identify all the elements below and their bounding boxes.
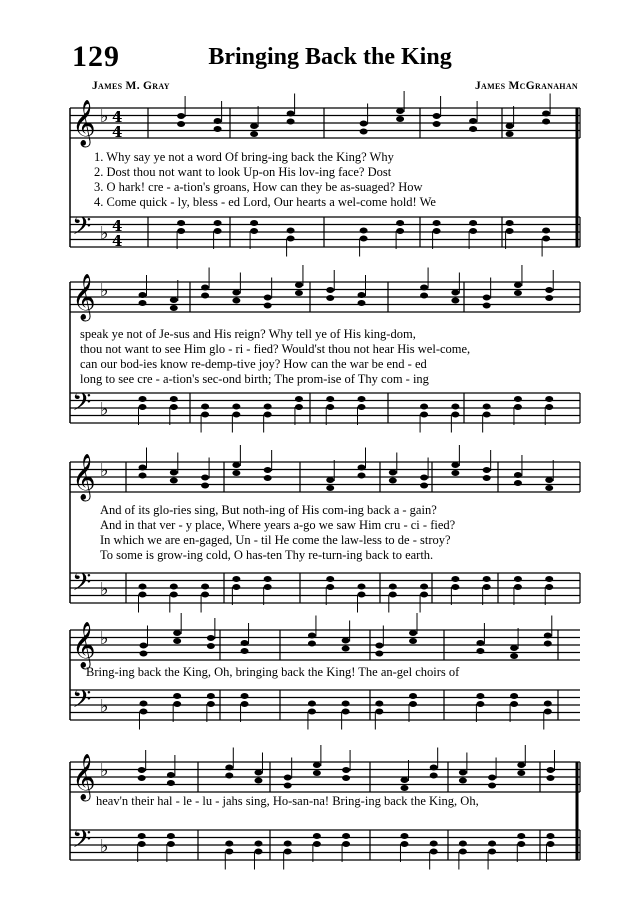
note-head: [295, 404, 303, 410]
note-head: [250, 220, 258, 226]
note-head: [545, 287, 553, 293]
note-head: [545, 576, 553, 582]
note-head: [201, 412, 209, 418]
note-head: [167, 772, 175, 778]
note-head: [510, 701, 518, 707]
note-head: [326, 576, 334, 582]
note-head: [469, 118, 477, 124]
note-head: [483, 404, 491, 410]
verse-1-line-1: 1. Why say ye not a word Of bring-ing back the King? Why: [94, 150, 394, 164]
note-head: [264, 584, 272, 590]
note-head: [420, 475, 428, 481]
note-head: [409, 701, 417, 707]
note-head: [420, 592, 428, 598]
note-head: [326, 584, 334, 590]
note-head: [542, 228, 550, 234]
note-head: [360, 236, 368, 242]
hymn-number: 129: [72, 40, 120, 73]
verse-4-line-2: long to see cre - a-tion's sec-ond birth; The prom-ise of Thy com - ing: [80, 372, 429, 386]
refrain-line-2: heav'n their hal - le - lu - jahs sing, Ho-san-na! Bring-ing back the King, Oh,: [96, 794, 479, 808]
note-head: [451, 404, 459, 410]
verse-4-line-3: To some is grow-ing cold, O has-ten Thy re-turn-ing back to earth.: [100, 548, 434, 562]
note-head: [396, 228, 404, 234]
note-head: [546, 775, 554, 781]
note-head: [483, 303, 491, 309]
note-head: [264, 467, 272, 473]
note-head: [483, 475, 491, 481]
flat-icon: ♭: [100, 223, 109, 244]
note-head: [207, 701, 215, 707]
note-head: [342, 701, 350, 707]
note-head: [138, 833, 146, 839]
note-head: [177, 113, 185, 119]
note-head: [400, 833, 408, 839]
note-head: [430, 773, 438, 779]
note-head: [409, 693, 417, 699]
note-head: [420, 412, 428, 418]
note-head: [173, 630, 181, 636]
note-head: [396, 108, 404, 114]
note-head: [514, 290, 522, 296]
music-staff-system-5: [70, 750, 580, 900]
note-head: [201, 475, 209, 481]
time-signature-bottom: 4: [112, 123, 123, 141]
note-head: [358, 473, 366, 479]
note-head: [254, 778, 262, 784]
note-head: [170, 297, 178, 303]
note-head: [232, 412, 240, 418]
note-head: [510, 645, 518, 651]
note-head: [308, 641, 316, 647]
note-head: [488, 783, 496, 789]
note-head: [139, 465, 147, 471]
note-head: [254, 841, 262, 847]
note-head: [451, 290, 459, 296]
time-signature-top: 4: [112, 217, 123, 235]
note-head: [420, 584, 428, 590]
note-head: [254, 770, 262, 776]
note-head: [433, 121, 441, 127]
note-head: [360, 121, 368, 127]
note-head: [510, 653, 518, 659]
note-head: [544, 709, 552, 715]
note-head: [170, 305, 178, 311]
note-head: [488, 849, 496, 855]
note-head: [232, 462, 240, 468]
note-head: [139, 404, 147, 410]
note-head: [358, 465, 366, 471]
flat-icon: ♭: [100, 628, 109, 649]
note-head: [173, 638, 181, 644]
note-head: [225, 765, 233, 771]
note-head: [451, 298, 459, 304]
music-staff-system-4: [70, 618, 580, 748]
note-head: [430, 841, 438, 847]
note-head: [545, 404, 553, 410]
note-head: [232, 290, 240, 296]
note-head: [358, 584, 366, 590]
note-head: [326, 295, 334, 301]
note-head: [139, 592, 147, 598]
treble-clef-icon: 𝄞: [72, 100, 96, 146]
note-head: [177, 228, 185, 234]
note-head: [326, 477, 334, 483]
treble-clef-icon: 𝄞: [72, 622, 96, 668]
note-head: [207, 643, 215, 649]
note-head: [308, 709, 316, 715]
note-head: [264, 475, 272, 481]
note-head: [514, 584, 522, 590]
note-head: [225, 773, 233, 779]
note-head: [295, 396, 303, 402]
note-head: [177, 220, 185, 226]
note-head: [396, 220, 404, 226]
note-head: [483, 295, 491, 301]
note-head: [287, 236, 295, 242]
words-credit: James M. Gray: [92, 80, 170, 92]
note-head: [545, 396, 553, 402]
note-head: [342, 841, 350, 847]
note-head: [396, 116, 404, 122]
note-head: [342, 775, 350, 781]
note-head: [326, 485, 334, 491]
note-head: [241, 640, 249, 646]
verse-3-line-1: 3. O hark! cre - a-tion's groans, How can they be as-suaged? How: [94, 180, 423, 194]
note-head: [358, 404, 366, 410]
treble-clef-icon: 𝄞: [72, 454, 96, 500]
note-head: [476, 648, 484, 654]
note-head: [214, 118, 222, 124]
note-head: [313, 770, 321, 776]
note-head: [433, 113, 441, 119]
note-head: [139, 643, 147, 649]
note-head: [138, 767, 146, 773]
note-head: [459, 770, 467, 776]
note-head: [139, 292, 147, 298]
note-head: [232, 584, 240, 590]
note-head: [420, 404, 428, 410]
note-head: [284, 849, 292, 855]
note-head: [308, 633, 316, 639]
note-head: [241, 701, 249, 707]
note-head: [250, 228, 258, 234]
note-head: [139, 300, 147, 306]
note-head: [139, 473, 147, 479]
flat-icon: ♭: [100, 106, 109, 127]
verse-4-line-1: 4. Come quick - ly, bless - ed Lord, Our hearts a wel-come hold! We: [94, 195, 436, 209]
note-head: [476, 693, 484, 699]
note-head: [342, 709, 350, 715]
note-head: [409, 638, 417, 644]
time-signature-top: 4: [112, 108, 123, 126]
note-head: [375, 651, 383, 657]
note-head: [264, 576, 272, 582]
note-head: [430, 765, 438, 771]
note-head: [542, 119, 550, 125]
note-head: [250, 123, 258, 129]
bass-clef-icon: 𝄢: [72, 825, 92, 860]
note-head: [139, 584, 147, 590]
note-head: [514, 282, 522, 288]
note-head: [264, 404, 272, 410]
note-head: [342, 646, 350, 652]
note-head: [469, 228, 477, 234]
flat-icon: ♭: [100, 280, 109, 301]
note-head: [389, 478, 397, 484]
note-head: [476, 701, 484, 707]
note-head: [254, 849, 262, 855]
note-head: [358, 592, 366, 598]
bass-clef-icon: 𝄢: [72, 388, 92, 423]
note-head: [517, 762, 525, 768]
note-head: [207, 635, 215, 641]
note-head: [139, 396, 147, 402]
note-head: [514, 472, 522, 478]
note-head: [409, 630, 417, 636]
note-head: [287, 111, 295, 117]
note-head: [483, 576, 491, 582]
note-head: [483, 467, 491, 473]
note-head: [358, 300, 366, 306]
note-head: [545, 477, 553, 483]
note-head: [201, 404, 209, 410]
note-head: [545, 584, 553, 590]
note-head: [510, 693, 518, 699]
note-head: [542, 236, 550, 242]
note-head: [201, 592, 209, 598]
flat-icon: ♭: [100, 579, 109, 600]
note-head: [313, 762, 321, 768]
note-head: [225, 841, 233, 847]
note-head: [295, 282, 303, 288]
note-head: [313, 841, 321, 847]
note-head: [264, 412, 272, 418]
note-head: [170, 478, 178, 484]
note-head: [420, 285, 428, 291]
note-head: [517, 770, 525, 776]
note-head: [139, 709, 147, 715]
note-head: [420, 483, 428, 489]
note-head: [545, 295, 553, 301]
note-head: [241, 648, 249, 654]
note-head: [358, 292, 366, 298]
note-head: [295, 290, 303, 296]
note-head: [451, 470, 459, 476]
note-head: [506, 123, 514, 129]
note-head: [469, 126, 477, 132]
note-head: [400, 841, 408, 847]
note-head: [375, 643, 383, 649]
note-head: [360, 129, 368, 135]
note-head: [360, 228, 368, 234]
bass-clef-icon: 𝄢: [72, 568, 92, 603]
verse-2-line-1: 2. Dost thou not want to look Up-on His lov-ing face? Dost: [94, 165, 392, 179]
note-head: [451, 584, 459, 590]
note-head: [389, 584, 397, 590]
note-head: [225, 849, 233, 855]
hymn-title: [0, 44, 640, 71]
note-head: [232, 298, 240, 304]
note-head: [476, 640, 484, 646]
hymn-title-text: Bringing Back the King: [208, 44, 452, 70]
note-head: [138, 775, 146, 781]
note-head: [214, 126, 222, 132]
note-head: [544, 633, 552, 639]
note-head: [167, 833, 175, 839]
verse-1-line-3: And of its glo-ries sing, But noth-ing of His com-ing back a - gain?: [100, 503, 437, 517]
flat-icon: ♭: [100, 836, 109, 857]
note-head: [488, 841, 496, 847]
note-head: [232, 576, 240, 582]
verse-3-line-2: can our bod-ies know re-demp-tive joy? How can the war be end - ed: [80, 357, 427, 371]
bass-clef-icon: 𝄢: [72, 685, 92, 720]
note-head: [201, 293, 209, 299]
note-head: [514, 480, 522, 486]
note-head: [389, 470, 397, 476]
note-head: [483, 584, 491, 590]
note-head: [400, 785, 408, 791]
note-head: [342, 833, 350, 839]
flat-icon: ♭: [100, 760, 109, 781]
note-head: [173, 701, 181, 707]
bass-clef-icon: 𝄢: [72, 212, 92, 247]
note-head: [469, 220, 477, 226]
note-head: [326, 396, 334, 402]
note-head: [459, 778, 467, 784]
note-head: [358, 396, 366, 402]
note-head: [284, 841, 292, 847]
note-head: [170, 592, 178, 598]
note-head: [546, 767, 554, 773]
note-head: [375, 709, 383, 715]
note-head: [167, 780, 175, 786]
note-head: [544, 701, 552, 707]
note-head: [400, 777, 408, 783]
verse-2-line-3: And in that ver - y place, Where years a-go we saw Him cru - ci - fied?: [100, 518, 456, 532]
note-head: [451, 462, 459, 468]
note-head: [506, 220, 514, 226]
note-head: [459, 841, 467, 847]
note-head: [506, 228, 514, 234]
note-head: [170, 470, 178, 476]
treble-clef-icon: 𝄞: [72, 274, 96, 320]
flat-icon: ♭: [100, 399, 109, 420]
note-head: [506, 131, 514, 137]
note-head: [284, 783, 292, 789]
note-head: [517, 833, 525, 839]
time-signature-bottom: 4: [112, 232, 123, 250]
note-head: [170, 396, 178, 402]
note-head: [545, 485, 553, 491]
note-head: [167, 841, 175, 847]
note-head: [241, 693, 249, 699]
note-head: [517, 841, 525, 847]
note-head: [488, 775, 496, 781]
refrain-line-1: Bring-ing back the King, Oh, bringing back the King! The an-gel choirs of: [86, 665, 460, 679]
note-head: [214, 228, 222, 234]
note-head: [375, 701, 383, 707]
note-head: [201, 483, 209, 489]
note-head: [433, 228, 441, 234]
music-system-4: [70, 618, 580, 748]
note-head: [514, 396, 522, 402]
note-head: [451, 412, 459, 418]
note-head: [287, 119, 295, 125]
note-head: [264, 295, 272, 301]
treble-clef-icon: 𝄞: [72, 754, 96, 800]
note-head: [483, 412, 491, 418]
note-head: [139, 701, 147, 707]
music-credit: James McGranahan: [474, 80, 578, 92]
note-head: [284, 775, 292, 781]
flat-icon: ♭: [100, 460, 109, 481]
note-head: [326, 404, 334, 410]
note-head: [139, 651, 147, 657]
note-head: [173, 693, 181, 699]
note-head: [201, 285, 209, 291]
note-head: [232, 404, 240, 410]
note-head: [459, 849, 467, 855]
note-head: [430, 849, 438, 855]
flat-icon: ♭: [100, 696, 109, 717]
note-head: [389, 592, 397, 598]
note-head: [313, 833, 321, 839]
verse-2-line-2: thou not want to see Him glo - ri - fied? Would'st thou not hear His wel-come,: [80, 342, 471, 356]
note-head: [232, 470, 240, 476]
note-head: [308, 701, 316, 707]
note-head: [326, 287, 334, 293]
note-head: [170, 404, 178, 410]
note-head: [544, 641, 552, 647]
note-head: [201, 584, 209, 590]
music-system-5: [70, 750, 580, 900]
note-head: [542, 111, 550, 117]
note-head: [546, 841, 554, 847]
note-head: [177, 121, 185, 127]
note-head: [451, 576, 459, 582]
note-head: [514, 404, 522, 410]
note-head: [433, 220, 441, 226]
note-head: [420, 293, 428, 299]
note-head: [514, 576, 522, 582]
verse-1-line-2: speak ye not of Je-sus and His reign? Why tell ye of His king-dom,: [80, 327, 416, 341]
note-head: [342, 638, 350, 644]
verse-3-line-3: In which we are en-gaged, Un - til He come the law-less to de - stroy?: [100, 533, 451, 547]
note-head: [250, 131, 258, 137]
note-head: [138, 841, 146, 847]
note-head: [342, 767, 350, 773]
note-head: [214, 220, 222, 226]
note-head: [264, 303, 272, 309]
note-head: [207, 693, 215, 699]
note-head: [546, 833, 554, 839]
note-head: [170, 584, 178, 590]
note-head: [287, 228, 295, 234]
